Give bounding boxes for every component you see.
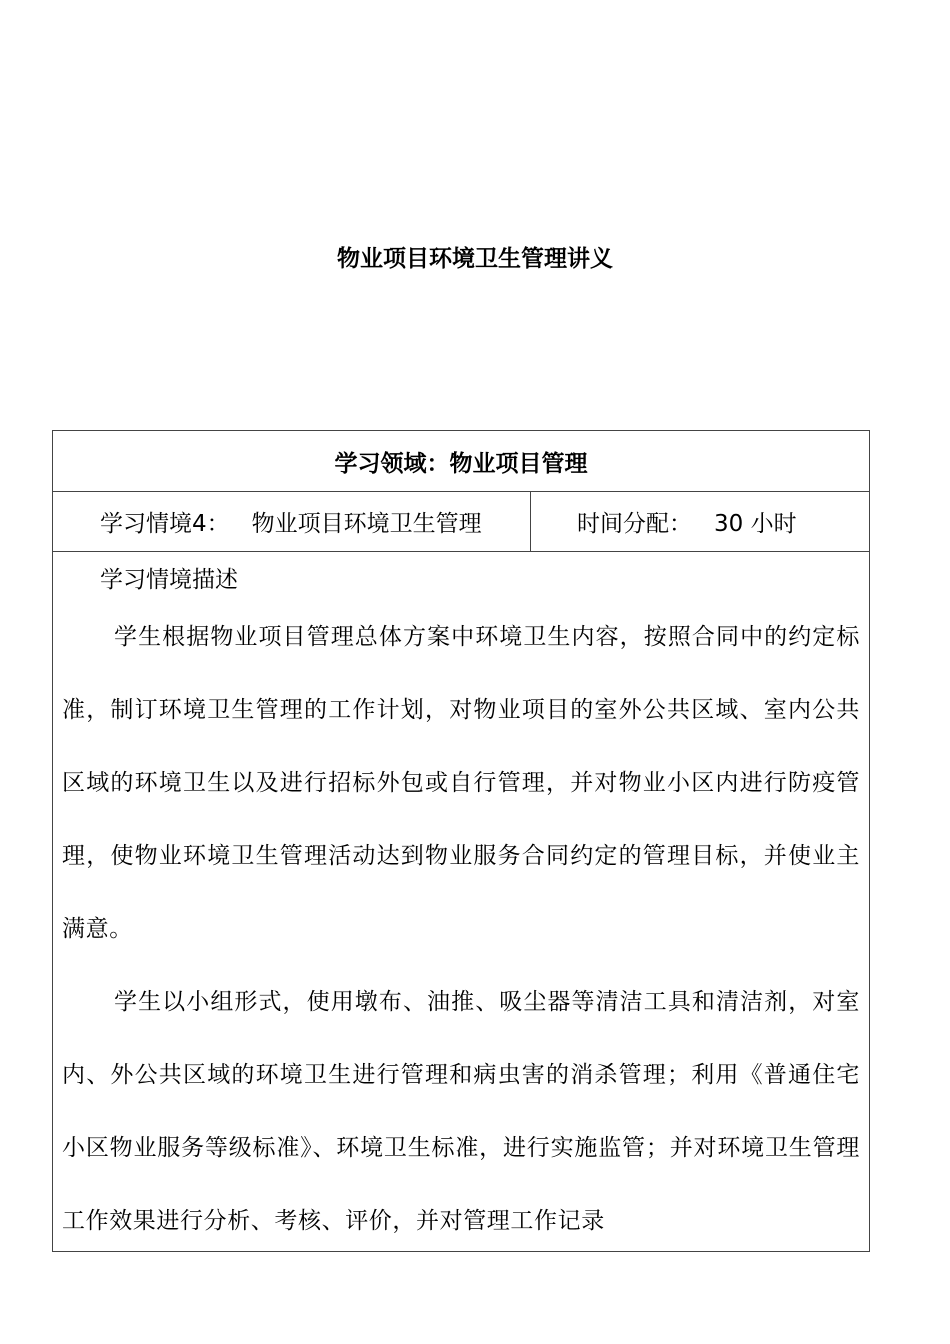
situation-label: 学习情境4： [100, 511, 230, 537]
time-cell [531, 492, 869, 551]
description-paragraph: 学生以小组形式，使用墩布、油推、吸尘器等清洁工具和清洁剂，对室内、外公共区域的环境卫生进行管理和病虫害的消杀管理；利用《普通住宅小区物业服务等级标准》、环境卫生标准，进行实施监管；并对环境卫生管理工作效果进行分析、考核、评价，并对管理工作记录 [62, 989, 860, 1234]
situation-name: 物业项目环境卫生管理 [251, 511, 482, 537]
situation-row [53, 492, 869, 552]
lesson-table [52, 430, 870, 1252]
time-value: 30 小时 [714, 511, 797, 537]
learning-domain: 学习领域：物业项目管理 [334, 450, 588, 477]
description-cell [53, 552, 869, 1258]
situation-cell [53, 492, 531, 551]
learning-domain-row [53, 431, 869, 492]
description-paragraph: 学生根据物业项目管理总体方案中环境卫生内容，按照合同中的约定标准，制订环境卫生管理的工作计划，对物业项目的室外公共区域、室内公共区域的环境卫生以及进行招标外包或自行管理，并对物业小区内进行防疫管理，使物业环境卫生管理活动达到物业服务合同约定的管理目标，并使业主满意。 [62, 624, 860, 942]
description-heading: 学习情境描述 [100, 567, 238, 593]
time-label: 时间分配： [577, 511, 692, 537]
page-title: 物业项目环境卫生管理讲义 [337, 246, 613, 272]
